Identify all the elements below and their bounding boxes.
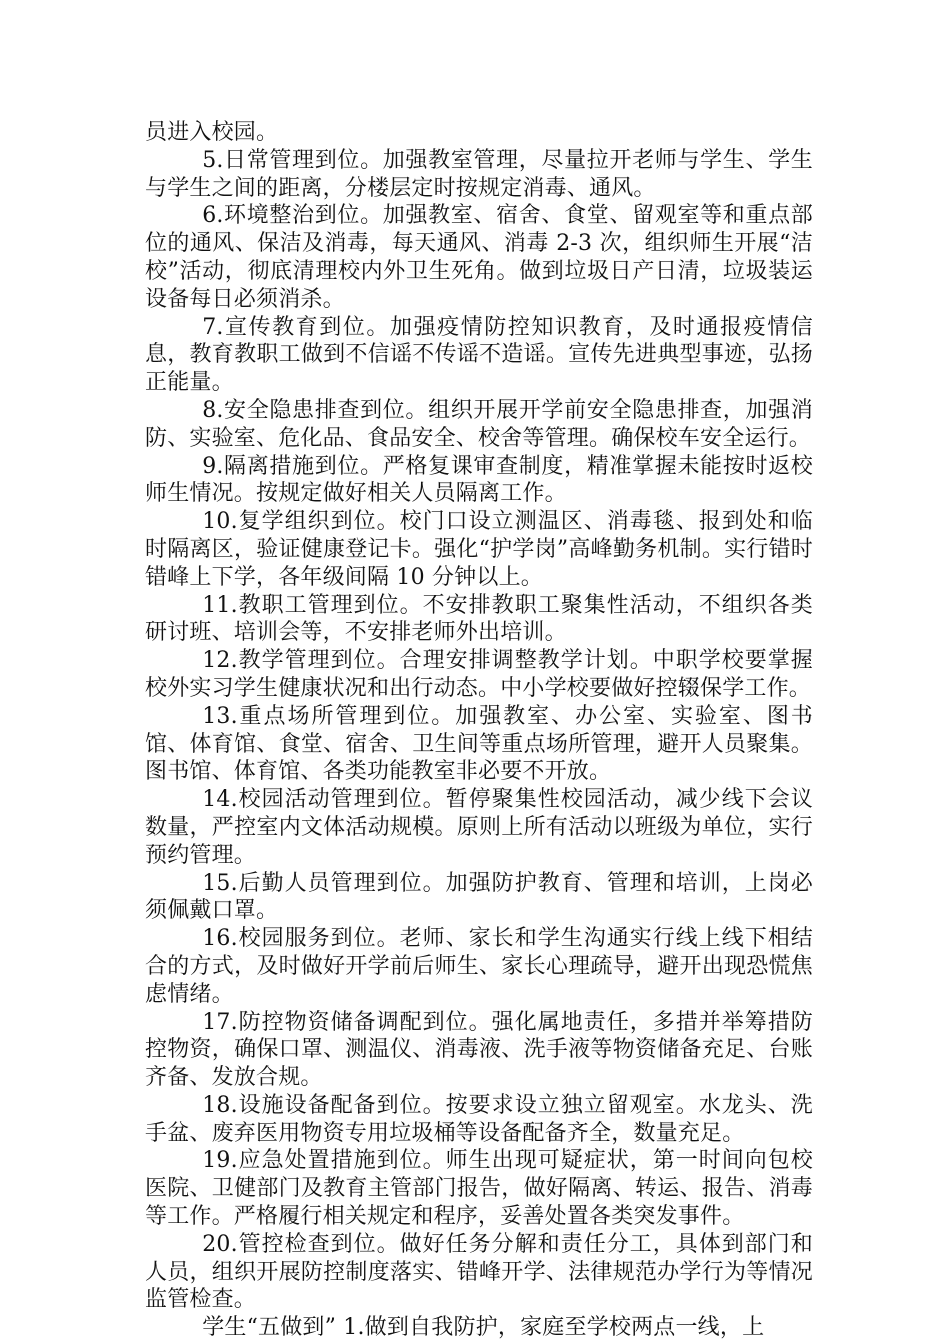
- paragraph-item-8: 8.安全隐患排查到位。组织开展开学前安全隐患排查，加强消防、实验室、危化品、食品安全、校舍等管理。确保校车安全运行。: [145, 397, 813, 451]
- paragraph-item-7: 7.宣传教育到位。加强疫情防控知识教育，及时通报疫情信息，教育教职工做到不信谣不传谣不造谣。宣传先进典型事迹，弘扬正能量。: [145, 314, 813, 396]
- paragraph-item-14: 14.校园活动管理到位。暂停聚集性校园活动，减少线下会议数量，严控室内文体活动规模。原则上所有活动以班级为单位，实行预约管理。: [145, 787, 813, 868]
- paragraph-item-13: 13.重点场所管理到位。加强教室、办公室、实验室、图书馆、体育馆、食堂、宿舍、卫生间等重点场所管理，避开人员聚集。图书馆、体育馆、各类功能教室非必要不开放。: [145, 703, 813, 785]
- paragraph-item-11: 11.教职工管理到位。不安排教职工聚集性活动，不组织各类研讨班、培训会等，不安排老师外出培训。: [145, 592, 813, 646]
- paragraph-item-5: 5.日常管理到位。加强教室管理，尽量拉开老师与学生、学生与学生之间的距离，分楼层定时按规定消毒、通风。: [145, 147, 813, 201]
- paragraph-item-18: 18.设施设备配备到位。按要求设立独立留观室。水龙头、洗手盆、废弃医用物资专用垃圾桶等设备配备齐全，数量充足。: [145, 1092, 813, 1146]
- paragraph-item-19: 19.应急处置措施到位。师生出现可疑症状，第一时间向包校医院、卫健部门及教育主管部门报告，做好隔离、转运、报告、消毒等工作。严格履行相关规定和程序，妥善处置各类突发事件。: [145, 1148, 813, 1230]
- paragraph-item-9: 9.隔离措施到位。严格复课审查制度，精准掌握未能按时返校师生情况。按规定做好相关人员隔离工作。: [145, 453, 813, 507]
- paragraph-item-20: 20.管控检查到位。做好任务分解和责任分工，具体到部门和人员，组织开展防控制度落实、错峰开学、法律规范办学行为等情况监管检查。: [145, 1231, 813, 1313]
- paragraph-item-17: 17.防控物资储备调配到位。强化属地责任，多措并举筹措防控物资，确保口罩、测温仪、消毒液、洗手液等物资储备充足、台账齐备、发放合规。: [145, 1009, 813, 1091]
- paragraph-item-16: 16.校园服务到位。老师、家长和学生沟通实行线上线下相结合的方式，及时做好开学前后师生、家长心理疏导，避开出现恐慌焦虑情绪。: [145, 926, 813, 1007]
- paragraph-item-6: 6.环境整治到位。加强教室、宿舍、食堂、留观室等和重点部位的通风、保洁及消毒，每天通风、消毒 2-3 次，组织师生开展“洁校”活动，彻底清理校内外卫生死角。做到垃圾日产日清，垃圾装运设备每日必须消杀。: [145, 203, 813, 312]
- paragraph-student-section: 学生“五做到” 1.做到自我防护，家庭至学校两点一线，上: [202, 1315, 765, 1341]
- paragraph-item-15: 15.后勤人员管理到位。加强防护教育、管理和培训，上岗必须佩戴口罩。: [145, 870, 813, 924]
- paragraph-continuation: 员进入校园。: [145, 120, 279, 145]
- paragraph-item-10: 10.复学组织到位。校门口设立测温区、消毒毯、报到处和临时隔离区，验证健康登记卡。强化“护学岗”高峰勤务机制。实行错时错峰上下学，各年级间隔 10 分钟以上。: [145, 509, 813, 590]
- paragraph-item-12: 12.教学管理到位。合理安排调整教学计划。中职学校要掌握校外实习学生健康状况和出行动态。中小学校要做好控辍保学工作。: [145, 648, 813, 701]
- document-body: [145, 119, 813, 1342]
